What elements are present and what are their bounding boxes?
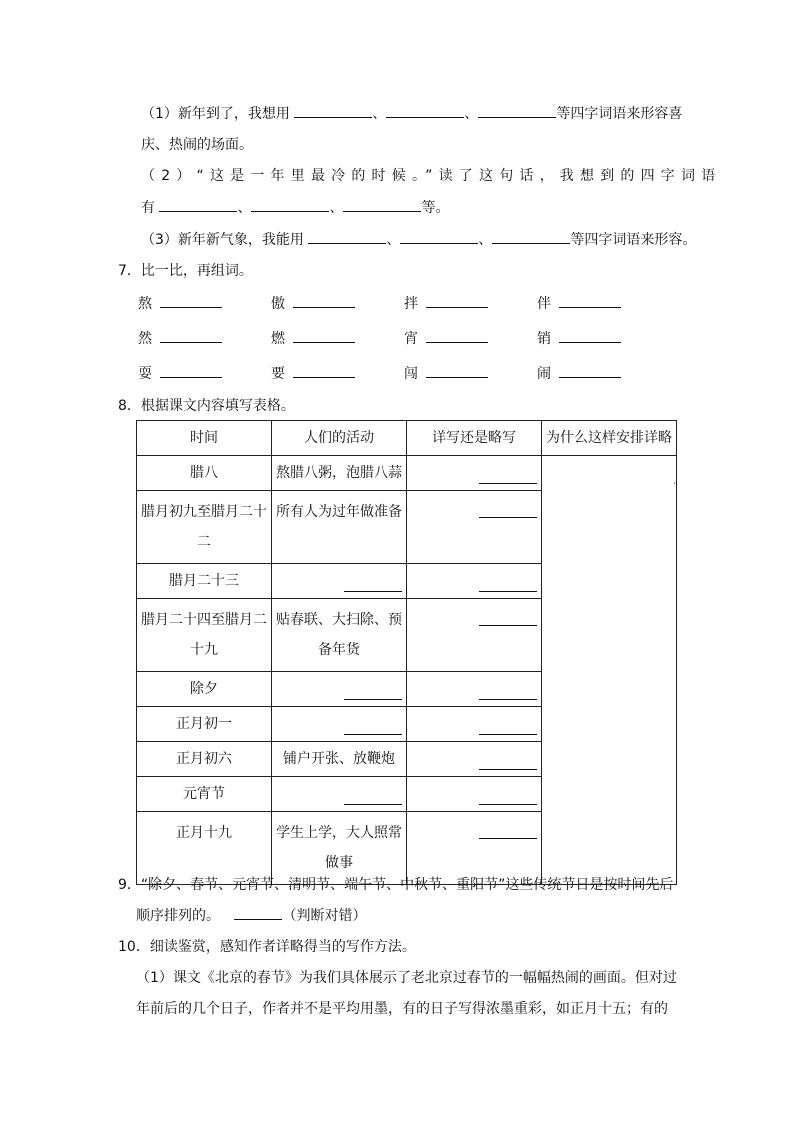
answer-blank[interactable] xyxy=(234,905,282,920)
header-reason: 为什么这样安排详略 xyxy=(542,421,677,456)
separator: 、 xyxy=(464,106,479,122)
q9-line2 xyxy=(136,905,366,926)
answer-blank[interactable] xyxy=(344,571,402,592)
q6-part3-start: （3）新年新气象，我能用 xyxy=(141,232,304,248)
q6-part1-end: 等四字词语来形容喜 xyxy=(556,106,683,122)
cell-activity: 铺户开张、放鞭炮 xyxy=(272,742,407,777)
separator: 、 xyxy=(386,232,401,248)
q9-end: （判断对错） xyxy=(282,908,367,924)
char: 傲 xyxy=(271,296,285,312)
cell-time: 腊月二十三 xyxy=(137,564,272,599)
cell-detail[interactable] xyxy=(407,672,542,707)
answer-blank[interactable] xyxy=(479,818,537,839)
q6-part2-start: 有 xyxy=(141,200,155,216)
word-item xyxy=(537,328,621,349)
q6-part2-end: 等。 xyxy=(421,200,450,216)
q6-part1-line2: 庆、热闹的场面。 xyxy=(141,137,253,153)
word-item xyxy=(138,328,222,349)
answer-blank[interactable] xyxy=(294,103,372,118)
answer-blank[interactable] xyxy=(478,103,556,118)
separator: 、 xyxy=(329,200,344,216)
cell-detail[interactable] xyxy=(407,491,542,564)
q9-start: 顺序排列的。 xyxy=(136,908,220,924)
header-detail: 详写还是略写 xyxy=(407,421,542,456)
char: 闯 xyxy=(404,366,418,382)
answer-blank[interactable] xyxy=(293,363,355,378)
char: 然 xyxy=(138,331,152,347)
answer-blank[interactable] xyxy=(251,197,329,212)
answer-blank[interactable] xyxy=(492,229,570,244)
festival-table xyxy=(136,420,677,885)
cell-detail[interactable] xyxy=(407,456,542,491)
q10-title: 10．细读鉴赏，感知作者详略得当的写作方法。 xyxy=(118,939,416,955)
cell-time: 腊月初九至腊月二十二 xyxy=(137,491,272,564)
cell-time: 正月初六 xyxy=(137,742,272,777)
cell-detail[interactable] xyxy=(407,599,542,672)
answer-blank[interactable] xyxy=(159,197,237,212)
cell-time: 除夕 xyxy=(137,672,272,707)
char: 宵 xyxy=(404,331,418,347)
word-item xyxy=(404,293,488,314)
cell-detail[interactable] xyxy=(407,812,542,885)
answer-blank[interactable] xyxy=(426,293,488,308)
char: 熬 xyxy=(138,296,152,312)
answer-blank[interactable] xyxy=(160,328,222,343)
char: 闹 xyxy=(537,366,551,382)
dot-mark: · xyxy=(673,479,676,489)
table-row xyxy=(137,456,677,491)
q10-part1-line1: （1）课文《北京的春节》为我们具体展示了老北京过春节的一幅幅热闹的画面。但对过 xyxy=(136,970,677,986)
word-item xyxy=(537,363,621,384)
answer-blank[interactable] xyxy=(479,605,537,626)
q6-part1-start: （1）新年到了，我想用 xyxy=(141,106,290,122)
answer-blank[interactable] xyxy=(479,714,537,735)
cell-activity: 贴春联、大扫除、预备年货 xyxy=(272,599,407,672)
q8-title: 8．根据课文内容填写表格。 xyxy=(118,398,295,414)
char: 燃 xyxy=(271,331,285,347)
word-item xyxy=(271,328,355,349)
cell-activity[interactable] xyxy=(272,564,407,599)
answer-blank[interactable] xyxy=(479,497,537,518)
cell-detail[interactable] xyxy=(407,564,542,599)
answer-blank[interactable] xyxy=(479,571,537,592)
answer-blank[interactable] xyxy=(308,229,386,244)
answer-blank[interactable] xyxy=(479,679,537,700)
char: 伴 xyxy=(537,296,551,312)
cell-activity[interactable] xyxy=(272,672,407,707)
separator: 、 xyxy=(372,106,387,122)
cell-time: 正月初一 xyxy=(137,707,272,742)
answer-blank[interactable] xyxy=(386,103,464,118)
cell-detail[interactable] xyxy=(407,707,542,742)
cell-time: 腊月二十四至腊月二十九 xyxy=(137,599,272,672)
answer-blank[interactable] xyxy=(426,363,488,378)
q6-part2-line1: （2）“这是一年里最冷的时候。”读了这句话，我想到的四字词语 xyxy=(141,168,722,184)
cell-time: 正月十九 xyxy=(137,812,272,885)
q6-part1-line1 xyxy=(141,103,682,124)
word-item xyxy=(404,328,488,349)
word-item xyxy=(404,363,488,384)
answer-blank[interactable] xyxy=(559,293,621,308)
answer-blank[interactable] xyxy=(479,749,537,770)
cell-activity: 学生上学，大人照常做事 xyxy=(272,812,407,885)
cell-detail[interactable] xyxy=(407,742,542,777)
answer-blank[interactable] xyxy=(160,293,222,308)
table-header-row xyxy=(137,421,677,456)
answer-blank[interactable] xyxy=(479,463,537,484)
cell-activity: 所有人为过年做准备 xyxy=(272,491,407,564)
char: 销 xyxy=(537,331,551,347)
word-item xyxy=(138,363,222,384)
char: 要 xyxy=(271,366,285,382)
answer-blank[interactable] xyxy=(400,229,478,244)
header-activity: 人们的活动 xyxy=(272,421,407,456)
answer-blank[interactable] xyxy=(559,328,621,343)
q6-part2-line2 xyxy=(141,197,449,218)
q6-part3-line xyxy=(141,229,696,250)
cell-reason[interactable] xyxy=(542,456,677,885)
separator: 、 xyxy=(478,232,493,248)
answer-blank[interactable] xyxy=(293,328,355,343)
cell-activity[interactable] xyxy=(272,707,407,742)
word-item xyxy=(271,293,355,314)
cell-activity: 熬腊八粥，泡腊八蒜 xyxy=(272,456,407,491)
answer-blank[interactable] xyxy=(343,197,421,212)
q7-title: 7．比一比，再组词。 xyxy=(118,263,253,279)
word-item xyxy=(138,293,222,314)
answer-blank[interactable] xyxy=(160,363,222,378)
char: 耍 xyxy=(138,366,152,382)
answer-blank[interactable] xyxy=(344,784,402,805)
cell-detail[interactable] xyxy=(407,777,542,812)
char: 拌 xyxy=(404,296,418,312)
cell-activity[interactable] xyxy=(272,777,407,812)
cell-time: 元宵节 xyxy=(137,777,272,812)
answer-blank[interactable] xyxy=(344,714,402,735)
word-item xyxy=(271,363,355,384)
answer-blank[interactable] xyxy=(293,293,355,308)
answer-blank[interactable] xyxy=(426,328,488,343)
cell-time: 腊八 xyxy=(137,456,272,491)
q6-part3-end: 等四字词语来形容。 xyxy=(570,232,697,248)
answer-blank[interactable] xyxy=(559,363,621,378)
q9-line1: 9．“除夕、春节、元宵节、清明节、端午节、中秋节、重阳节”这些传统节日是按时间先后 xyxy=(118,877,674,893)
header-time: 时间 xyxy=(137,421,272,456)
q10-part1-line2: 年前后的几个日子，作者并不是平均用墨，有的日子写得浓墨重彩，如正月十五；有的 xyxy=(136,1001,668,1017)
answer-blank[interactable] xyxy=(344,679,402,700)
separator: 、 xyxy=(237,200,252,216)
word-item xyxy=(537,293,621,314)
answer-blank[interactable] xyxy=(479,784,537,805)
